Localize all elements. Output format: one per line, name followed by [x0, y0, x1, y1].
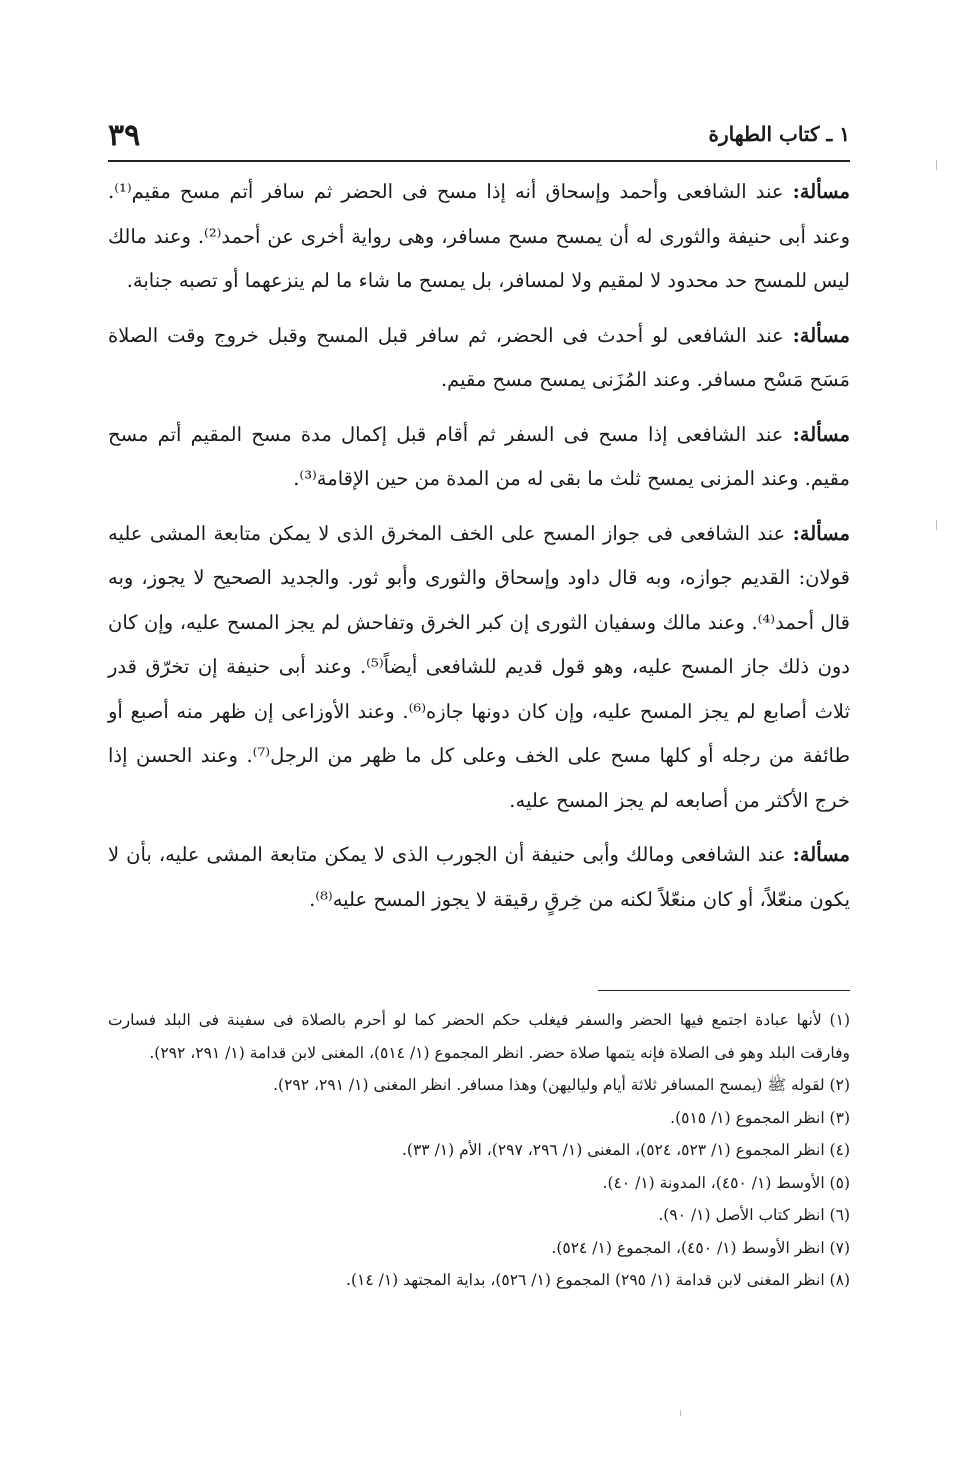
footnote: (٤) انظر المجموع (١/ ٥٢٣، ٥٢٤)، المغنى (١/ ٢٩٦، ٢٩٧)، الأم (١/ ٣٣). — [402, 1141, 850, 1159]
masala-paragraph — [108, 833, 850, 922]
masala-text: عند الشافعى إذا مسح فى السفر ثم أقام قبل إكمال مدة مسح المقيم أتم مسح مقيم. وعند المزنى يمسح ثلث ما بقى له من المدة من حين الإقامة⁽³⁾. — [108, 422, 850, 490]
footnote: (١) لأنها عبادة اجتمع فيها الحضر والسفر فيغلب حكم الحضر كما لو أحرم بالصلاة فى سفينة فى البلد فسارت وفارقت البلد وهو فى الصلاة فإنه يتمها صلاة حضر. انظر المجموع (١/ ٥١٤)، المغنى لابن قدامة (١/ ٢٩١، ٢٩٢). — [108, 1011, 850, 1062]
masala-text: عند الشافعى وأحمد وإسحاق أنه إذا مسح فى الحضر ثم سافر أتم مسح مقيم⁽¹⁾. وعند أبى حنيفة والثورى له أن يمسح مسح مسافر، وهى رواية أخرى عن أحمد⁽²⁾. وعند مالك ليس للمسح حد محدود لا لمقيم ولا لمسافر، بل يمسح ما شاء ما لم ينزعهما أو تصبه جنابة. — [108, 180, 850, 292]
masala-label: مسألة: — [792, 422, 850, 446]
footnote: (٣) انظر المجموع (١/ ٥١٥). — [670, 1108, 850, 1127]
page-number: ٣٩ — [108, 118, 141, 153]
scan-mark — [936, 520, 937, 530]
page-header — [108, 118, 850, 158]
masala-paragraph — [108, 170, 850, 304]
footnotes — [108, 1004, 850, 1297]
masala-text: عند الشافعى ومالك وأبى حنيفة أن الجورب الذى لا يمكن متابعة المشى عليه، بأن لا يكون منعّلاً، أو كان منعّلاً لكنه من خِرقٍ رقيقة لا يجوز المسح عليه⁽⁸⁾. — [108, 843, 850, 911]
masala-paragraph — [108, 314, 850, 403]
masala-label: مسألة: — [792, 521, 850, 545]
footnote: (٢) لقوله ﷺ (يمسح المسافر ثلاثة أيام ولياليهن) وهذا مسافر. انظر المغنى (١/ ٢٩١، ٢٩٢). — [273, 1076, 850, 1094]
masala-paragraph — [108, 512, 850, 824]
masala-label: مسألة: — [792, 323, 850, 347]
chapter-title: ١ ـ كتاب الطهارة — [708, 122, 850, 146]
footnote: (٥) الأوسط (١/ ٤٥٠)، المدونة (١/ ٤٠). — [602, 1173, 850, 1192]
footnote: (٨) انظر المغنى لابن قدامة (١/ ٢٩٥) المجموع (١/ ٥٢٦)، بداية المجتهد (١/ ١٤). — [346, 1271, 850, 1289]
masala-label: مسألة: — [792, 843, 850, 866]
main-text — [108, 170, 850, 932]
footnote: (٦) انظر كتاب الأصل (١/ ٩٠). — [658, 1206, 850, 1224]
masala-text: عند الشافعى لو أحدث فى الحضر، ثم سافر قبل المسح وقبل خروج وقت الصلاة مَسَح مَسْح مسافر. وعند المُزَنى يمسح مسح مقيم. — [108, 323, 850, 391]
footnote: (٧) انظر الأوسط (١/ ٤٥٠)، المجموع (١/ ٥٢٤). — [551, 1238, 850, 1257]
masala-label: مسألة: — [792, 180, 850, 203]
masala-text: عند الشافعى فى جواز المسح على الخف المخرق الذى لا يمكن متابعة المشى عليه قولان: القديم جوازه، وبه قال داود وإسحاق والثورى وأبو ثور. والجديد الصحيح لا يجوز، وبه قال أحمد⁽⁴⁾. وعند مالك وسفيان الثورى إن كبر الخرق وتفاحش لم يجز المسح عليه، وإن كان دون ذلك جاز المسح عليه، وهو قول قديم للشافعى أيضاً⁽⁵⁾. وعند أبى حنيفة إن تخرّق قدر ثلاث أصابع لم يجز المسح عليه، وإن كان دونها جازه⁽⁶⁾. وعند الأوزاعى إن ظهر منه أصبع أو طائفة من رجله أو كلها مسح على الخف وعلى كل ما ظهر من الرجل⁽⁷⁾. وعند الحسن إذا خرج الأكثر من أصابعه لم يجز المسح عليه. — [108, 521, 850, 812]
scan-mark — [936, 160, 937, 170]
footnote-divider — [598, 990, 850, 991]
scan-mark — [680, 1410, 681, 1416]
masala-paragraph — [108, 413, 850, 502]
header-divider — [108, 160, 850, 162]
